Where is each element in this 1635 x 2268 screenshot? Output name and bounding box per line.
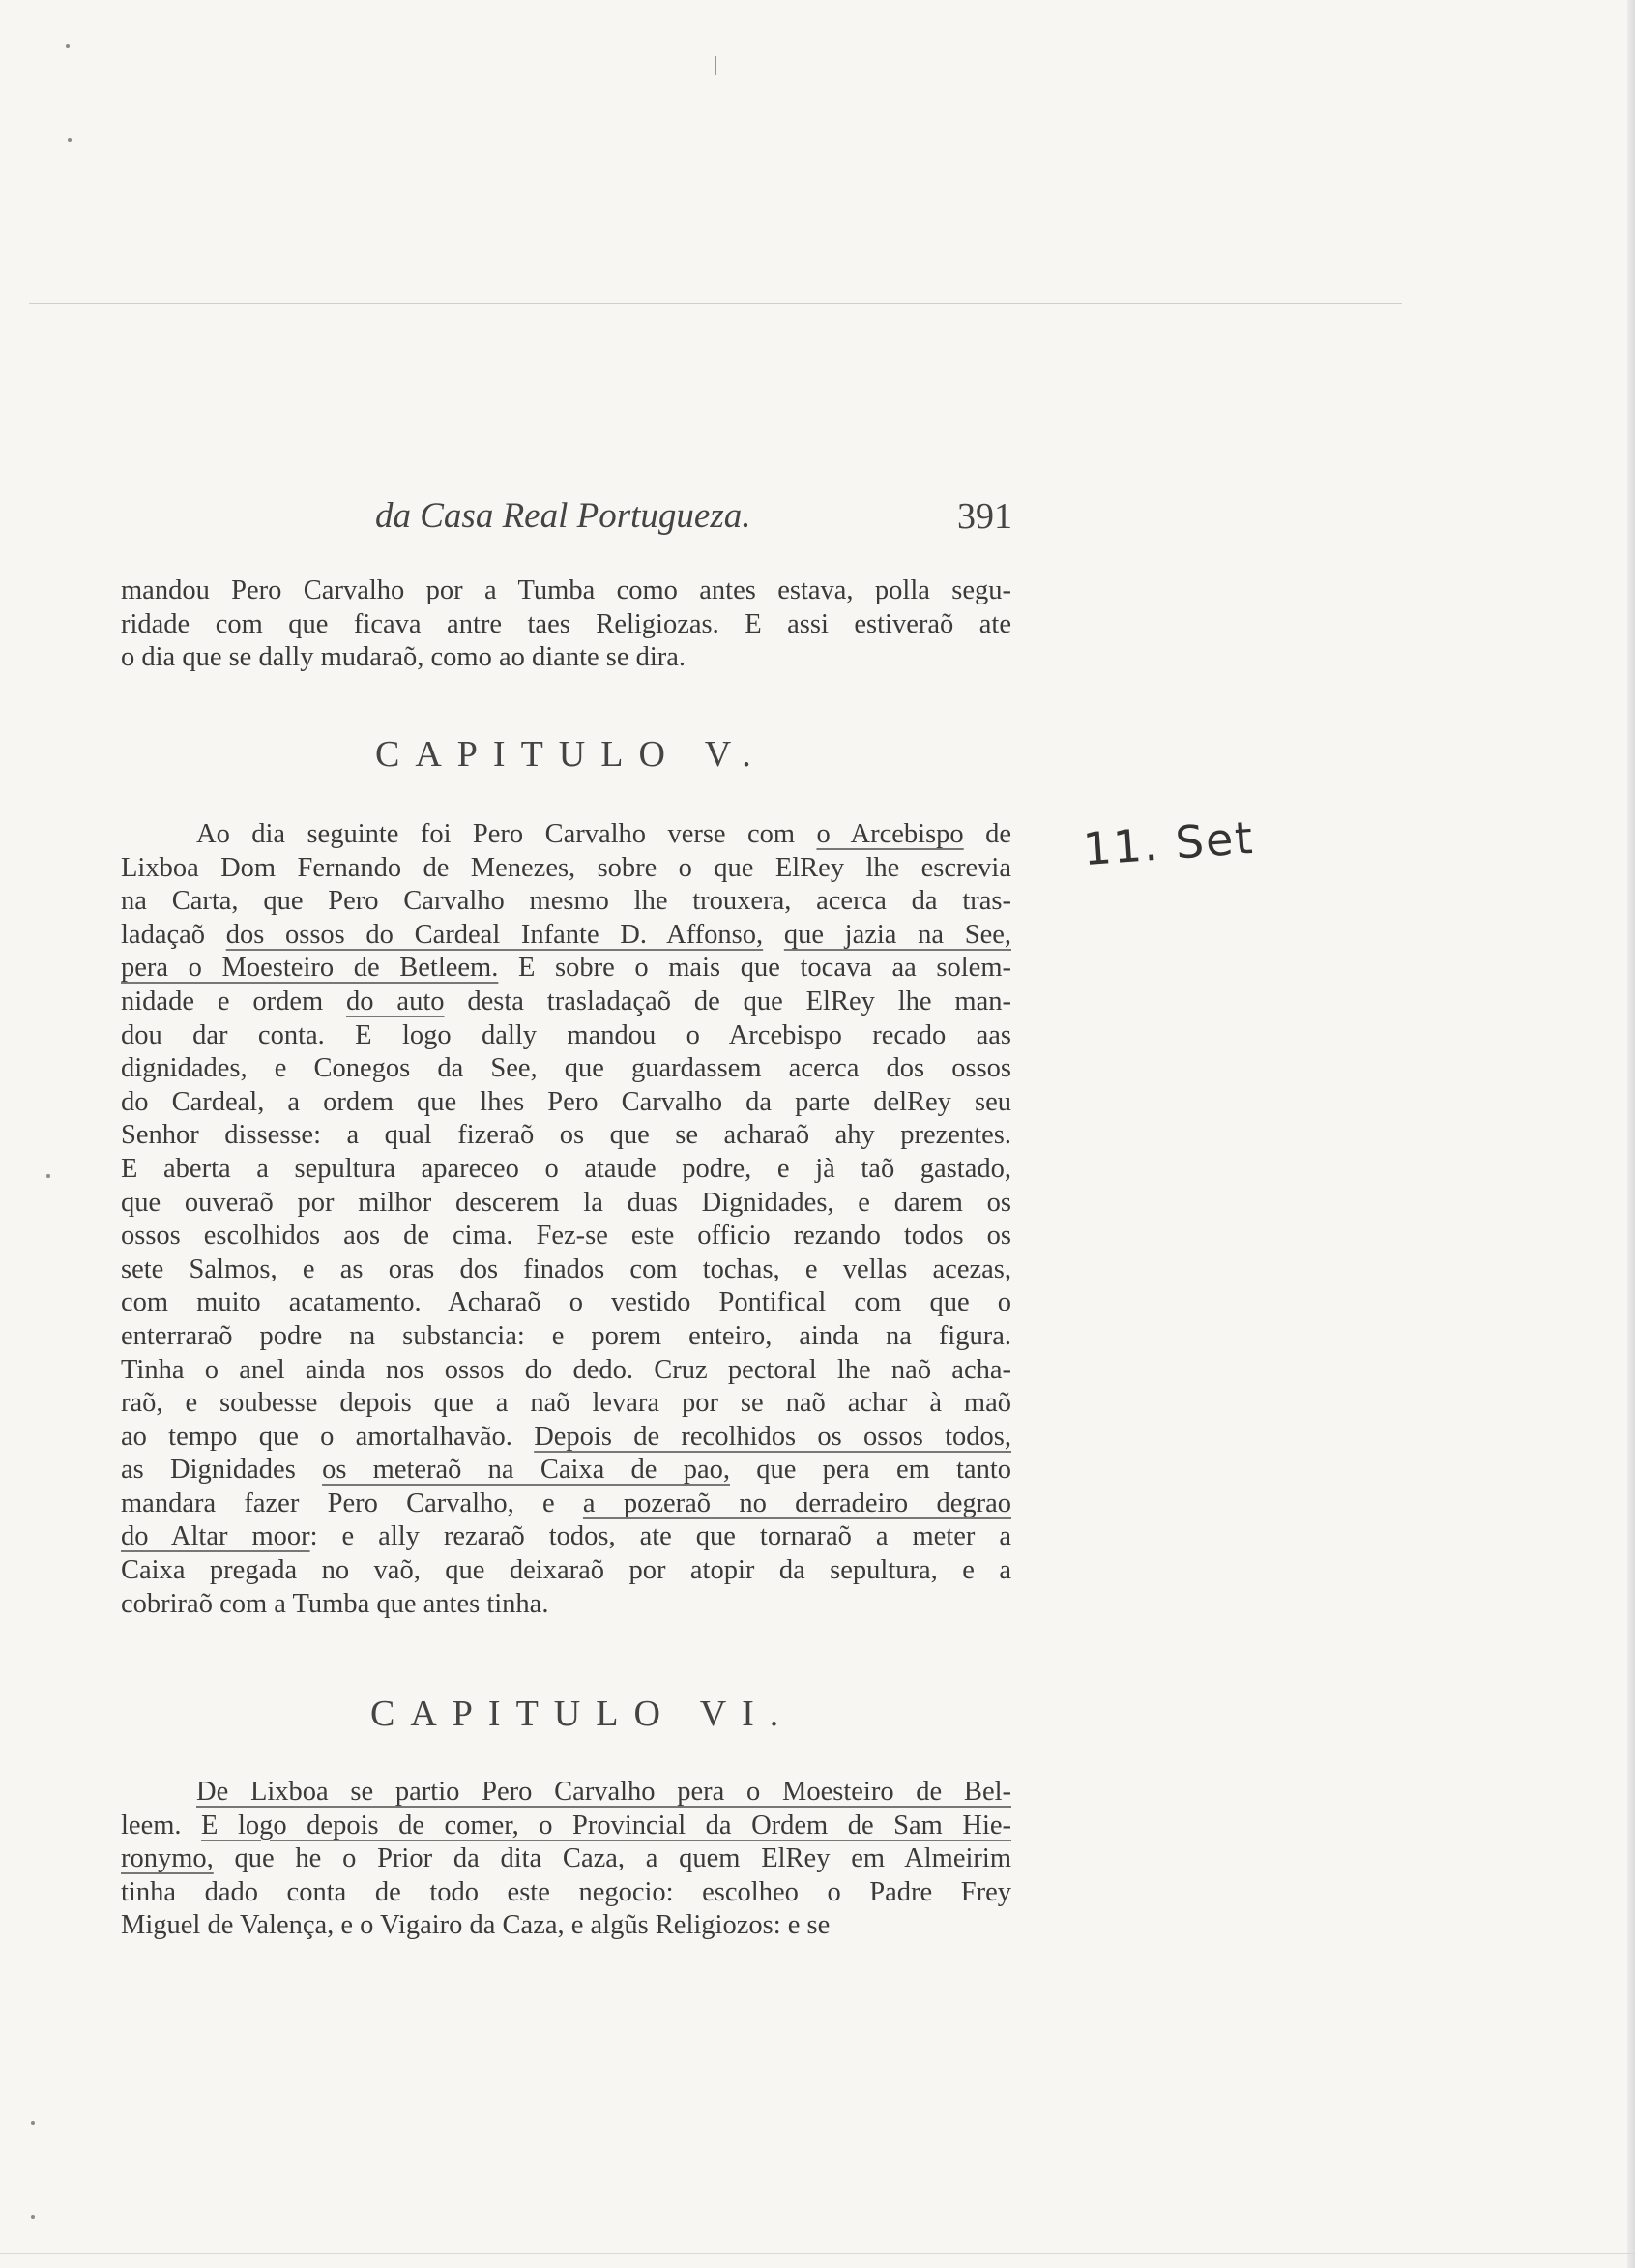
text-line: nidade e ordem do auto desta trasladaçaõ de que ElRey lhe man- xyxy=(121,986,1011,1016)
paragraph-1 xyxy=(121,574,1011,675)
text-line: enterraraõ podre na substancia: e porem enteiro, ainda na figura. xyxy=(121,1320,1011,1351)
text-line: sete Salmos, e as oras dos finados com tochas, e vellas acezas, xyxy=(121,1253,1011,1284)
page-number: 391 xyxy=(957,496,1012,537)
text-line: E aberta a sepultura apareceo o ataude podre, e jà taõ gastado, xyxy=(121,1153,1011,1184)
underlined-phrase: Depois de recolhidos os ossos todos, xyxy=(534,1421,1011,1452)
underlined-phrase: o Arcebispo xyxy=(816,819,964,849)
running-title: da Casa Real Portugueza. xyxy=(375,496,751,536)
underlined-phrase: a pozeraõ no derradeiro degrao xyxy=(582,1487,1011,1518)
text-line: ronymo, que he o Prior da dita Caza, a quem ElRey em Almeirim xyxy=(121,1843,1011,1874)
underlined-phrase: os meteraõ na Caixa de pao, xyxy=(322,1455,730,1486)
text-line: ridade com que ficava antre taes Religiozas. E assi estiveraõ ate xyxy=(121,608,1011,639)
underlined-phrase: pera o Moesteiro de Betleem. xyxy=(121,953,499,984)
underlined-phrase: do auto xyxy=(346,986,445,1016)
text-line: ossos escolhidos aos de cima. Fez-se este officio rezando todos os xyxy=(121,1221,1011,1252)
underlined-phrase: ronymo, xyxy=(121,1843,214,1874)
underlined-phrase: dos ossos do Cardeal Infante D. Affonso, xyxy=(225,919,764,950)
text-line: as Dignidades os meteraõ na Caixa de pao, que pera em tanto xyxy=(121,1455,1011,1486)
text-line xyxy=(121,1776,1011,1810)
text-line: do Cardeal, a ordem que lhes Pero Carvalho da parte delRey seu xyxy=(121,1086,1011,1117)
text-line: Senhor dissesse: a qual fizeraõ os que se acharaõ ahy prezentes. xyxy=(121,1120,1011,1151)
text-line: cobriraõ com a Tumba que antes tinha. xyxy=(121,1588,549,1619)
text-line: mandou Pero Carvalho por a Tumba como antes estava, polla segu- xyxy=(121,575,1011,605)
text-line: Caixa pregada no vaõ, que deixaraõ por atopir da sepultura, e a xyxy=(121,1555,1011,1586)
scan-top-rule xyxy=(29,303,1402,304)
text-line: ao tempo que o amortalhavão. Depois de recolhidos os ossos todos, xyxy=(121,1421,1011,1452)
underlined-phrase: que jazia na See, xyxy=(783,919,1011,950)
handwritten-margin-note: 11. Set xyxy=(1081,810,1256,876)
text-line: na Carta, que Pero Carvalho mesmo lhe trouxera, acerca da tras- xyxy=(121,886,1011,917)
text-line: Ao dia seguinte foi Pero Carvalho verse com o Arcebispo de xyxy=(196,819,1011,849)
text-line: mandara fazer Pero Carvalho, e a pozeraõ no derradeiro degrao xyxy=(121,1487,1011,1518)
text-line: Lixboa Dom Fernando de Menezes, sobre o que ElRey lhe escrevia xyxy=(121,852,1011,883)
chapter-heading-6: CAPITULO VI. xyxy=(370,1694,795,1734)
text-line: o dia que se dally mudaraõ, como ao diante se dira. xyxy=(121,642,686,673)
text-line: ladaçaõ dos ossos do Cardeal Infante D. Affonso, que jazia na See, xyxy=(121,919,1011,950)
paragraph-2 xyxy=(121,818,1011,1621)
chapter-heading-5: CAPITULO V. xyxy=(375,734,767,775)
scan-bottom-rule xyxy=(0,2253,1635,2254)
text-line: dignidades, e Conegos da See, que guardassem acerca dos ossos xyxy=(121,1053,1011,1084)
page-edge-shadow xyxy=(1627,0,1635,2268)
underlined-phrase: do Altar moor xyxy=(121,1521,310,1552)
text-line: Miguel de Valença, e o Vigairo da Caza, e algũs Religiozos: e se xyxy=(121,1910,831,1941)
text-line: tinha dado conta de todo este negocio: escolheo o Padre Frey xyxy=(121,1876,1011,1907)
page-header xyxy=(0,495,1635,544)
text-line: pera o Moesteiro de Betleem. E sobre o mais que tocava aa solem- xyxy=(121,953,1011,984)
text-line: raõ, e soubesse depois que a naõ levara por se naõ achar à maõ xyxy=(121,1388,1011,1419)
text-line: do Altar moor: e ally rezaraõ todos, ate que tornaraõ a meter a xyxy=(121,1521,1011,1552)
text-line: leem. E logo depois de comer, o Provincial da Ordem de Sam Hie- xyxy=(121,1810,1011,1841)
text-line: com muito acatamento. Acharaõ o vestido Pontifical com que o xyxy=(121,1287,1011,1318)
text-line: dou dar conta. E logo dally mandou o Arcebispo recado aas xyxy=(121,1019,1011,1050)
text-line: Tinha o anel ainda nos ossos do dedo. Cruz pectoral lhe naõ acha- xyxy=(121,1354,1011,1385)
text-line: que ouveraõ por milhor descerem la duas Dignidades, e darem os xyxy=(121,1187,1011,1218)
underlined-phrase: E logo depois de comer, o Provincial da Ordem de Sam Hie- xyxy=(201,1810,1011,1841)
underlined-phrase: De Lixboa se partio Pero Carvalho pera o Moesteiro de Bel- xyxy=(196,1777,1011,1807)
scan-mark xyxy=(715,56,716,75)
paragraph-3 xyxy=(121,1776,1011,1943)
